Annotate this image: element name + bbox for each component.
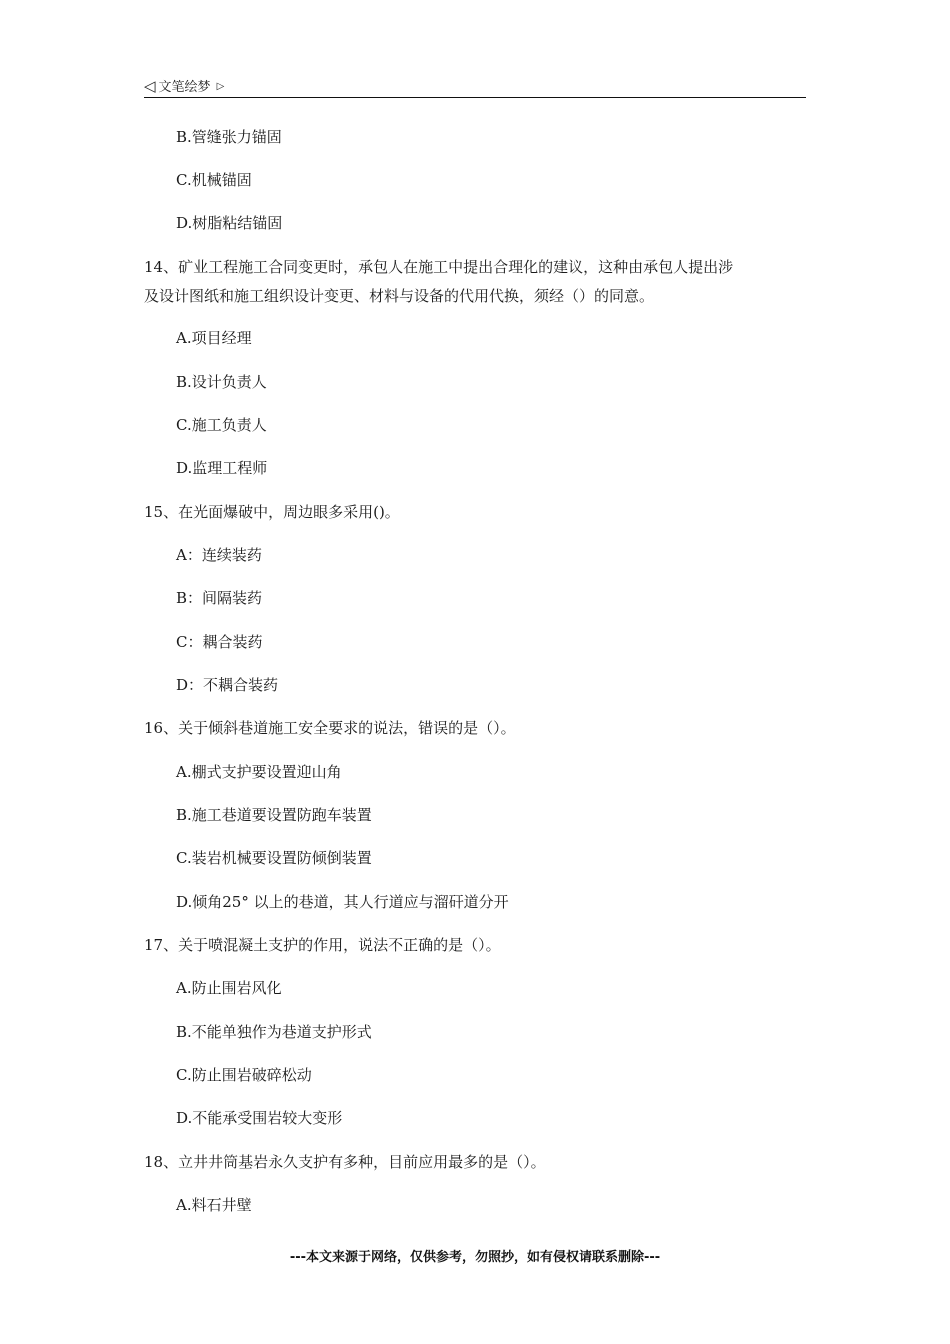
option-line: B.设计负责人	[176, 373, 267, 391]
option-line: A.防止围岩风化	[176, 979, 282, 997]
option-line: D.监理工程师	[176, 459, 268, 477]
logo-text: 文笔绘梦	[158, 80, 211, 95]
option-line: B.管缝张力锚固	[176, 128, 282, 146]
question-line: 及设计图纸和施工组织设计变更、材料与设备的代用代换，须经（）的同意。	[144, 287, 655, 305]
option-line: C：耦合装药	[176, 633, 263, 651]
footer-disclaimer: ---本文来源于网络，仅供参考，勿照抄，如有侵权请联系删除---	[289, 1250, 661, 1265]
question-line: 14、矿业工程施工合同变更时，承包人在施工中提出合理化的建议，这种由承包人提出涉	[144, 258, 734, 276]
triangle-left-icon: ◁	[144, 77, 156, 95]
option-line: C.机械锚固	[176, 171, 252, 189]
option-line: C.施工负责人	[176, 416, 267, 434]
option-line: A.棚式支护要设置迎山角	[176, 763, 342, 781]
option-line: B.施工巷道要设置防跑车装置	[176, 806, 372, 824]
option-line: D.不能承受围岩较大变形	[176, 1109, 343, 1127]
option-line: D.树脂粘结锚固	[176, 214, 283, 232]
question-line: 17、关于喷混凝土支护的作用，说法不正确的是（）。	[144, 936, 501, 954]
option-line: C.防止围岩破碎松动	[176, 1066, 312, 1084]
option-line: B.不能单独作为巷道支护形式	[176, 1023, 372, 1041]
question-line: 15、在光面爆破中，周边眼多采用()。	[144, 503, 400, 521]
page-header	[144, 72, 806, 98]
question-line: 16、关于倾斜巷道施工安全要求的说法，错误的是（）。	[144, 719, 516, 737]
option-line: B：间隔装药	[176, 589, 263, 607]
logo	[144, 76, 224, 95]
question-line: 18、立井井筒基岩永久支护有多种，目前应用最多的是（）。	[144, 1153, 546, 1171]
option-line: A.料石井壁	[176, 1196, 252, 1214]
triangle-right-icon: ▷	[216, 81, 225, 92]
option-line: A：连续装药	[176, 546, 262, 564]
option-line: C.装岩机械要设置防倾倒装置	[176, 849, 372, 867]
option-line: D：不耦合装药	[176, 676, 279, 694]
option-line: A.项目经理	[176, 329, 252, 347]
header-rule	[144, 97, 806, 98]
option-line: D.倾角25° 以上的巷道，其人行道应与溜矸道分开	[176, 893, 509, 911]
